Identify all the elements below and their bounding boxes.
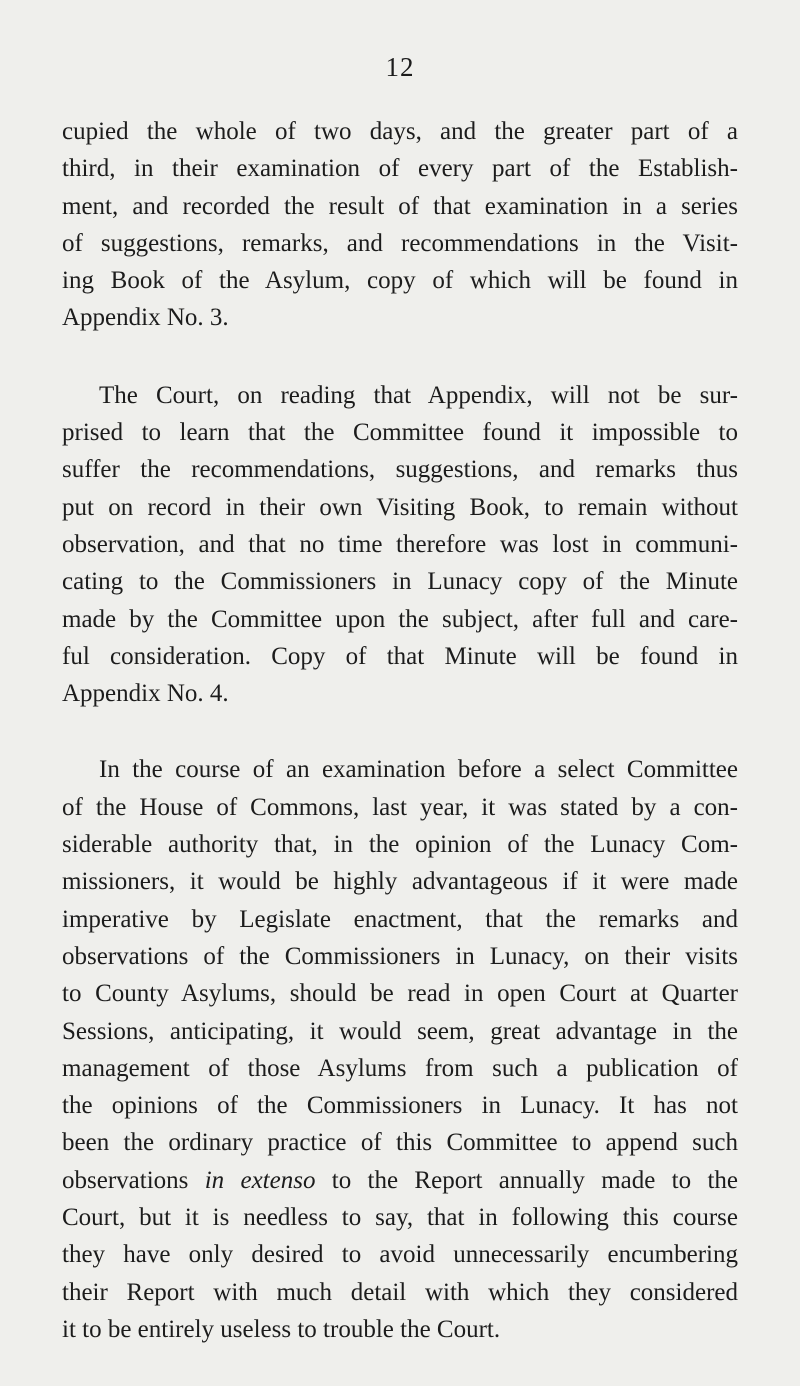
text-line: observation, and that no time therefore was lost in communi- <box>62 530 738 558</box>
text-line: cating to the Commissioners in Lunacy copy of the Minute <box>62 568 738 596</box>
text-line: the opinions of the Commissioners in Lunacy. It has not <box>62 1092 738 1120</box>
paragraph-1 <box>62 113 738 337</box>
text-line: Appendix No. 4. <box>62 680 229 708</box>
text-line: prised to learn that the Committee found it impossible to <box>62 419 738 447</box>
text-line: ment, and recorded the result of that examination in a series <box>62 192 738 220</box>
text-line: put on record in their own Visiting Book, to remain without <box>62 493 738 521</box>
text-segment: observations <box>62 1166 189 1194</box>
text-line: siderable authority that, in the opinion of the Lunacy Com- <box>62 831 738 859</box>
text-line: of suggestions, remarks, and recommendations in the Visit- <box>62 229 738 257</box>
text-line: Court, but it is needless to say, that in following this course <box>62 1204 738 1232</box>
text-line: made by the Committee upon the subject, after full and care- <box>62 605 738 633</box>
text-line: ful consideration. Copy of that Minute will be found in <box>62 642 738 670</box>
body-text <box>62 113 738 1386</box>
text-line-with-italic <box>62 1162 738 1199</box>
italic-phrase: in extenso <box>204 1166 316 1194</box>
text-line: their Report with much detail with which they considered <box>62 1278 738 1306</box>
text-segment: to the Report annually made to the <box>331 1166 738 1194</box>
text-line: third, in their examination of every part of the Establish- <box>62 155 738 183</box>
page-number: 12 <box>385 52 415 82</box>
paragraph-3 <box>62 751 738 1348</box>
text-line: Appendix No. 3. <box>62 304 229 332</box>
paragraph-2 <box>62 377 738 713</box>
text-line: of the House of Commons, last year, it was stated by a con- <box>62 793 738 821</box>
text-line: management of those Asylums from such a publication of <box>62 1054 738 1082</box>
text-line: ing Book of the Asylum, copy of which will be found in <box>62 267 738 295</box>
text-line: suffer the recommendations, suggestions, and remarks thus <box>62 456 738 484</box>
text-line: The Court, on reading that Appendix, will not be sur- <box>99 381 738 409</box>
text-line: it to be entirely useless to trouble the Court. <box>62 1315 501 1343</box>
text-line: cupied the whole of two days, and the greater part of a <box>62 118 738 145</box>
text-line: been the ordinary practice of this Committee to append such <box>62 1129 738 1157</box>
text-line: they have only desired to avoid unnecessarily encumbering <box>62 1241 738 1269</box>
text-line: missioners, it would be highly advantageous if it were made <box>62 868 738 896</box>
text-line: Sessions, anticipating, it would seem, great advantage in the <box>62 1017 738 1045</box>
text-line: imperative by Legislate enactment, that the remarks and <box>62 905 738 933</box>
text-line: In the course of an examination before a select Committee <box>99 756 738 784</box>
text-line: observations of the Commissioners in Lunacy, on their visits <box>62 942 738 970</box>
text-line: to County Asylums, should be read in open Court at Quarter <box>62 980 738 1008</box>
